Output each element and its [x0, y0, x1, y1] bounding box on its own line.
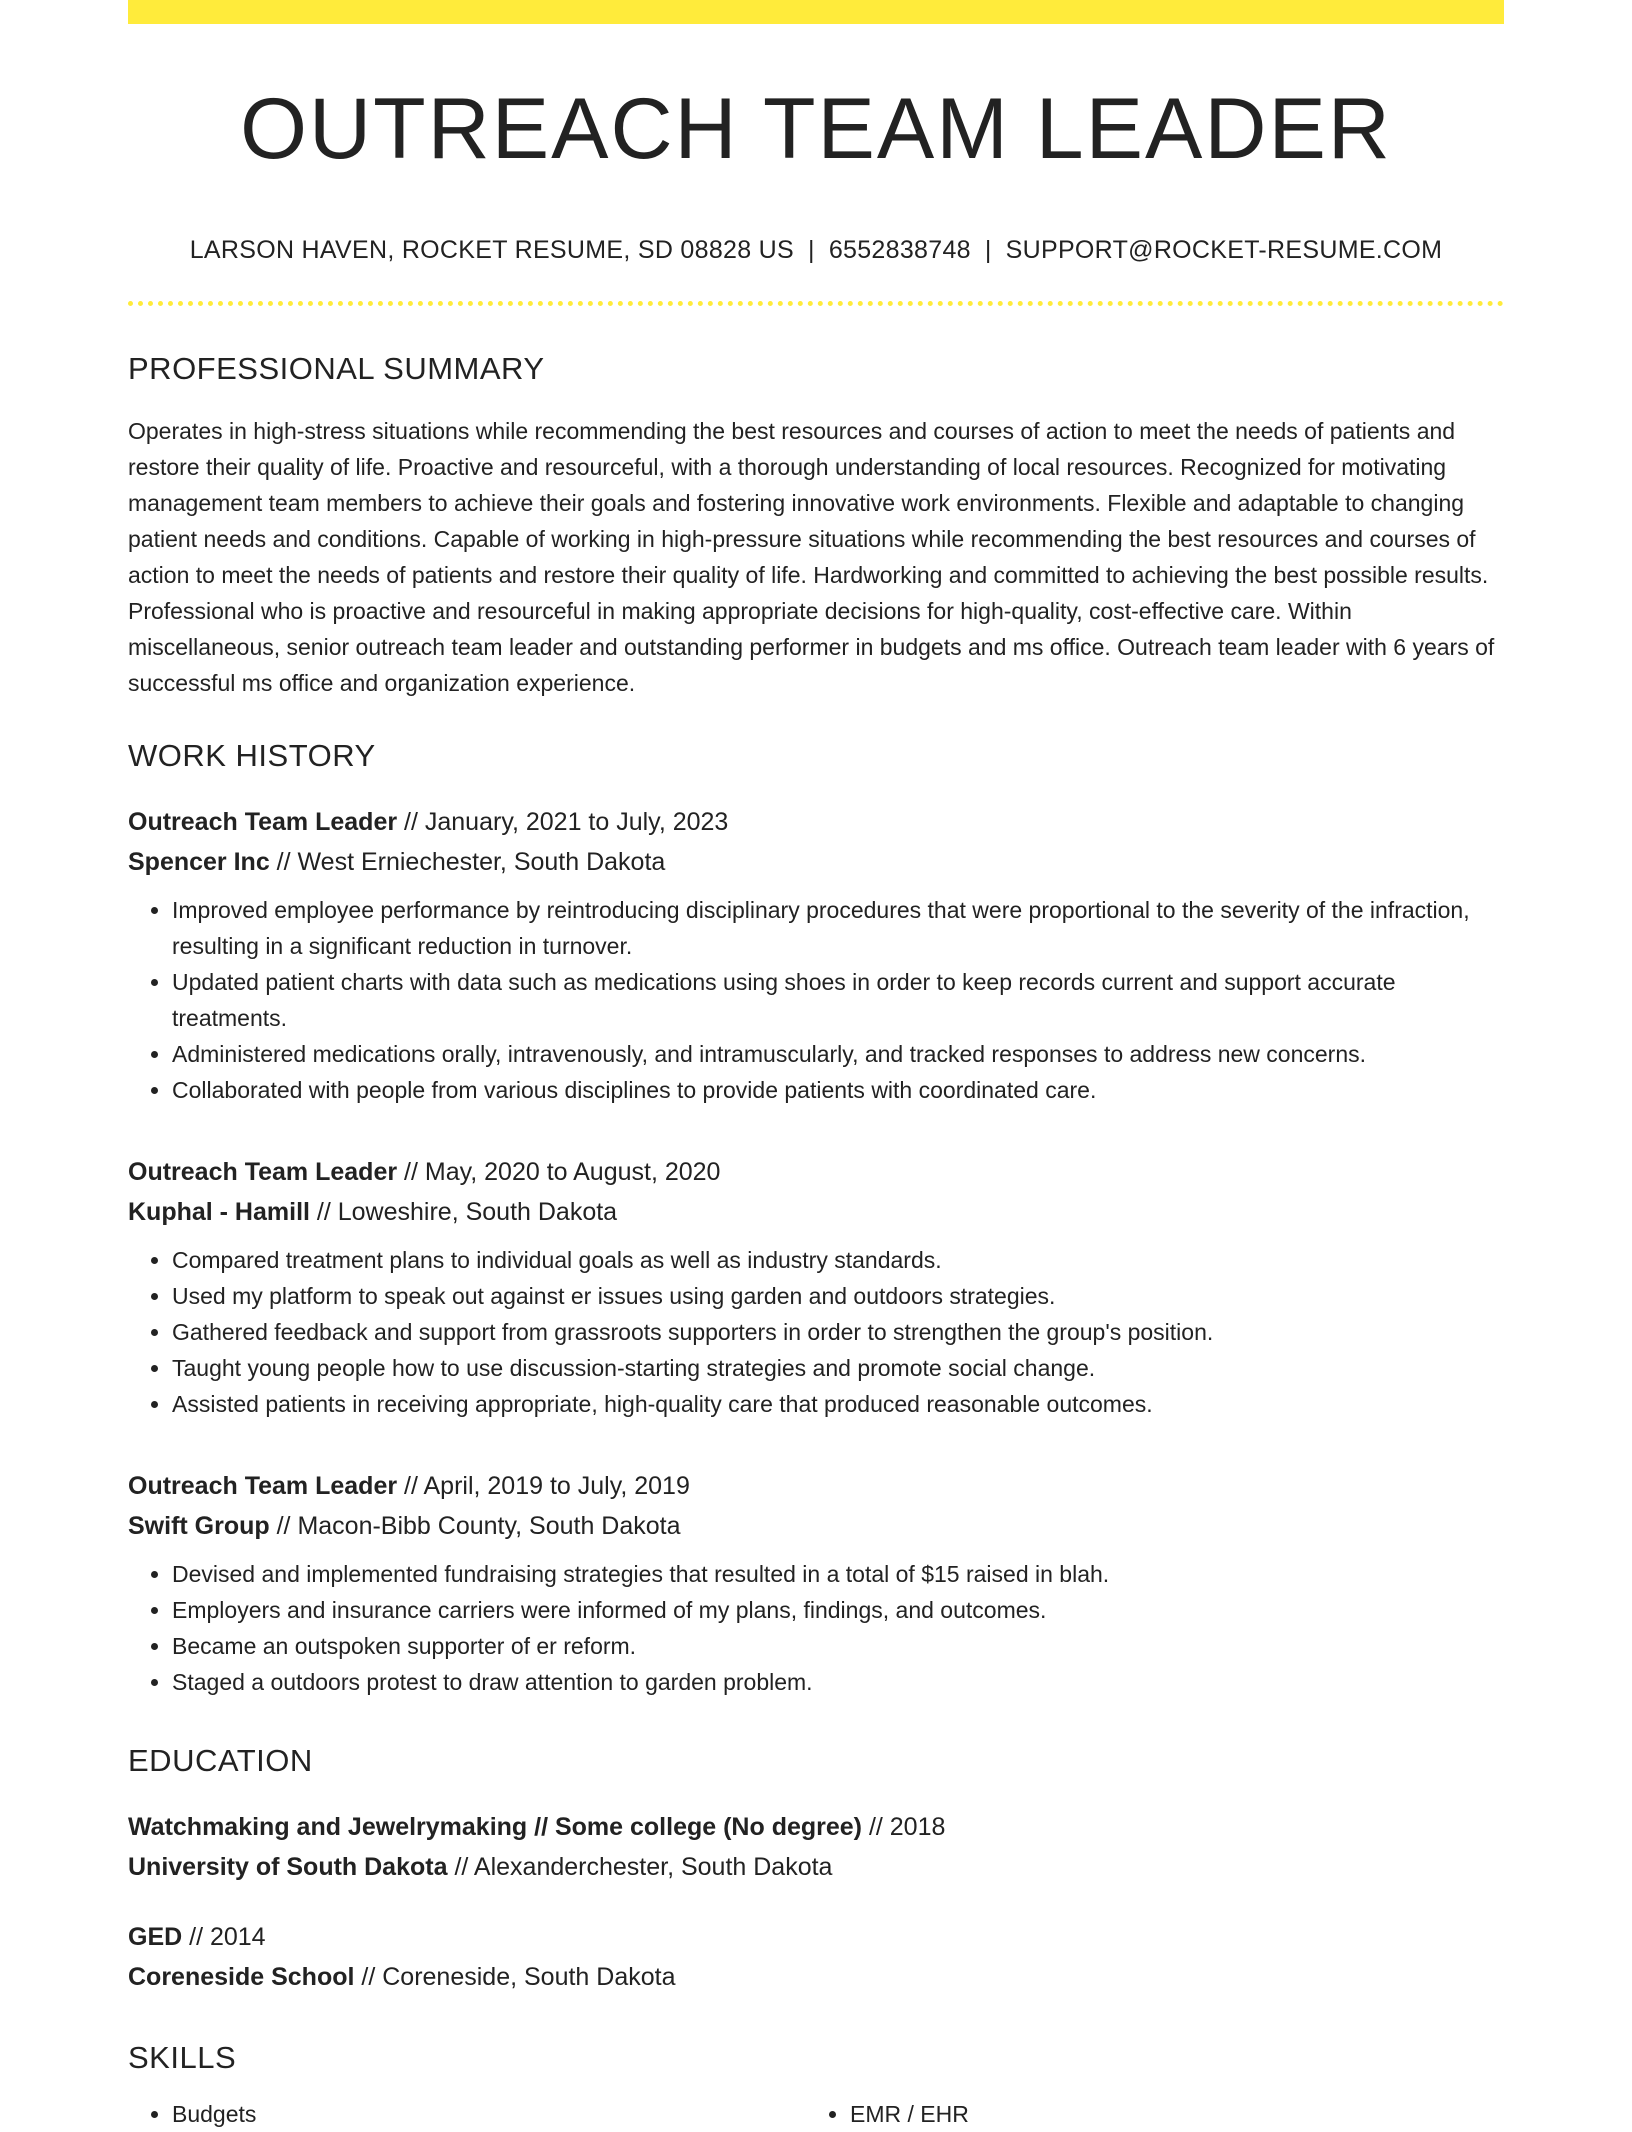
resume-page	[128, 0, 1504, 2132]
job-bullet: • Compared treatment plans to individual goals as well as industry standards.	[172, 1242, 1504, 1278]
contact-email: SUPPORT@ROCKET-RESUME.COM	[1005, 235, 1443, 264]
education-school-line	[128, 1847, 1504, 1887]
contact-separator: |	[984, 235, 992, 264]
dotted-divider	[128, 301, 1504, 306]
job-bullet: • Taught young people how to use discussion-starting strategies and promote social change.	[172, 1350, 1504, 1386]
job-role: Outreach Team Leader	[128, 1471, 398, 1500]
contact-line	[128, 235, 1504, 265]
job-bullets	[128, 892, 1504, 1108]
education-school-line	[128, 1957, 1504, 1997]
job-location: // Loweshire, South Dakota	[309, 1197, 618, 1226]
job-bullet: • Administered medications orally, intravenously, and intramuscularly, and tracked responses to address new concerns.	[172, 1036, 1504, 1072]
job-bullet: • Staged a outdoors protest to draw attention to garden problem.	[172, 1664, 1504, 1700]
job-bullet: • Assisted patients in receiving appropriate, high-quality care that produced reasonable outcomes.	[172, 1386, 1504, 1422]
education-school: University of South Dakota	[128, 1853, 448, 1882]
job-bullet: • Improved employee performance by reintroducing disciplinary procedures that were proportional to the severity of the infraction, resulting in a significant reduction in turnover.	[172, 892, 1504, 964]
job-company: Spencer Inc	[128, 847, 270, 876]
work-history-heading: WORK HISTORY	[128, 737, 376, 773]
education-location: // Coreneside, South Dakota	[354, 1963, 676, 1992]
job-bullet: • Used my platform to speak out against er issues using garden and outdoors strategies.	[172, 1278, 1504, 1314]
job-entry	[128, 1152, 1504, 1422]
job-title-line	[128, 1152, 1504, 1192]
skills-column-left	[128, 2096, 806, 2132]
skills-column-right	[806, 2096, 1484, 2132]
job-location: // West Erniechester, South Dakota	[269, 847, 666, 876]
job-bullet: • Employers and insurance carriers were informed of my plans, findings, and outcomes.	[172, 1592, 1504, 1628]
education-degree: Watchmaking and Jewelrymaking // Some college (No degree)	[128, 1813, 862, 1842]
job-bullet: • Updated patient charts with data such as medications using shoes in order to keep records current and support accurate treatments.	[172, 964, 1504, 1036]
education-heading: EDUCATION	[128, 1742, 313, 1778]
contact-phone: 6552838748	[828, 235, 971, 264]
job-title-line	[128, 802, 1504, 842]
skill-item: • Budgets	[172, 2096, 806, 2132]
job-dates: // April, 2019 to July, 2019	[397, 1471, 690, 1500]
contact-separator: |	[808, 235, 815, 264]
job-bullets	[128, 1556, 1504, 1700]
education-location: // Alexanderchester, South Dakota	[447, 1853, 833, 1882]
top-accent-bar	[128, 0, 1504, 24]
job-company-line	[128, 1192, 1504, 1232]
job-role: Outreach Team Leader	[128, 807, 398, 836]
job-entry	[128, 802, 1504, 1108]
education-entry	[128, 1807, 1504, 1887]
job-bullet: • Devised and implemented fundraising strategies that resulted in a total of $15 raised in blah.	[172, 1556, 1504, 1592]
job-bullet: • Gathered feedback and support from grassroots supporters in order to strengthen the group's position.	[172, 1314, 1504, 1350]
education-year: // 2014	[182, 1923, 266, 1952]
education-year: // 2018	[862, 1813, 946, 1842]
summary-heading: PROFESSIONAL SUMMARY	[128, 350, 545, 386]
education-degree: GED	[128, 1923, 183, 1952]
summary-text: Operates in high-stress situations while recommending the best resources and courses of action to meet the needs of patients and restore their quality of life. Proactive and resourceful, with a thorough understanding of local resources. Recognized for motivating management team members to achieve their goals and fostering innovative work environments. Flexible and adaptable to changing patient needs and conditions. Capable of working in high-pressure situations while recommending the best resources and courses of action to meet the needs of patients and restore their quality of life. Hardworking and committed to achieving the best possible results. Professional who is proactive and resourceful in making appropriate decisions for high-quality, cost-effective care. Within miscellaneous, senior outreach team leader and outstanding performer in budgets and ms office. Outreach team leader with 6 years of successful ms office and organization experience.	[128, 417, 1495, 696]
job-location: // Macon-Bibb County, South Dakota	[269, 1511, 681, 1540]
job-company-line	[128, 842, 1504, 882]
job-dates: // January, 2021 to July, 2023	[397, 807, 729, 836]
skill-item: • EMR / EHR	[850, 2096, 1484, 2132]
job-company-line	[128, 1506, 1504, 1546]
job-bullets	[128, 1242, 1504, 1422]
job-company: Swift Group	[128, 1511, 270, 1540]
education-school: Coreneside School	[128, 1963, 355, 1992]
job-role: Outreach Team Leader	[128, 1157, 398, 1186]
job-bullet: • Became an outspoken supporter of er reform.	[172, 1628, 1504, 1664]
contact-address: LARSON HAVEN, ROCKET RESUME, SD 08828 US	[189, 235, 795, 264]
skills-grid	[128, 2096, 1504, 2132]
job-entry	[128, 1466, 1504, 1700]
skills-heading: SKILLS	[128, 2040, 237, 2076]
job-dates: // May, 2020 to August, 2020	[397, 1157, 721, 1186]
resume-title: OUTREACH TEAM LEADER	[240, 81, 1392, 177]
job-company: Kuphal - Hamill	[128, 1197, 310, 1226]
education-degree-line	[128, 1807, 1504, 1847]
job-bullet: • Collaborated with people from various disciplines to provide patients with coordinated care.	[172, 1072, 1504, 1108]
education-entry	[128, 1917, 1504, 1997]
job-title-line	[128, 1466, 1504, 1506]
education-degree-line	[128, 1917, 1504, 1957]
